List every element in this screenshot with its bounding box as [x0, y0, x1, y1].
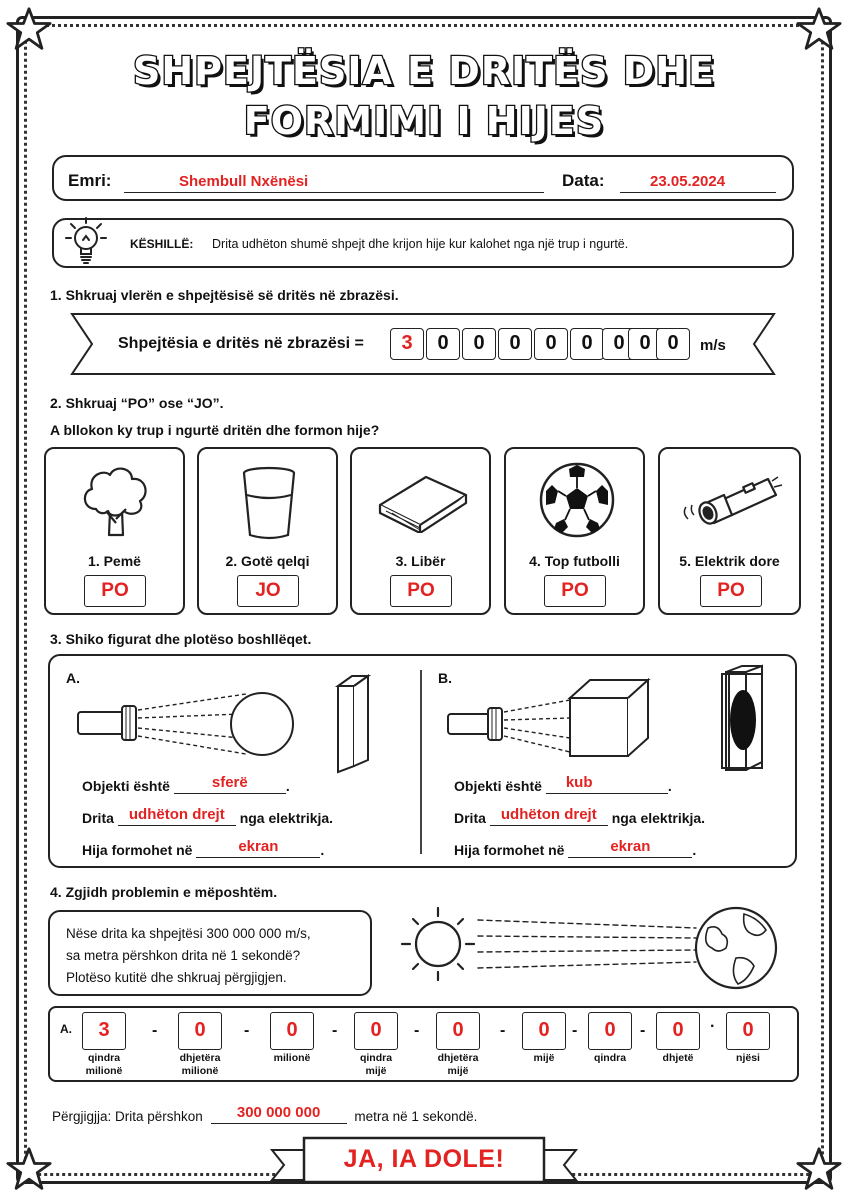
part-b-letter: B.: [438, 670, 452, 686]
light-bulb-icon: [62, 214, 110, 270]
place-value-box-tens[interactable]: 0: [656, 1012, 700, 1050]
date-label: Data:: [562, 171, 605, 190]
object-blank[interactable]: [546, 776, 668, 794]
light-answer: udhëton drejt: [128, 806, 225, 823]
q1-unit: m/s: [700, 337, 726, 354]
place-label: qindra: [593, 1052, 627, 1064]
place-value-box-millions[interactable]: 0: [270, 1012, 314, 1050]
name-value: Shembull Nxënësi: [179, 173, 309, 190]
part-b-light-row: [454, 808, 705, 826]
object-label: 3. Libër: [395, 553, 446, 569]
question-1-prompt: 1. Shkruaj vlerën e shpejtësisë së dritës në zbrazësi.: [50, 287, 399, 303]
sphere-shadow-illustration: [76, 666, 396, 776]
separator: ·: [710, 1018, 716, 1035]
answer-suffix: metra në 1 sekondë.: [354, 1109, 478, 1124]
problem-box: [48, 910, 372, 996]
separator: -: [572, 1022, 578, 1039]
separator: -: [414, 1022, 420, 1039]
digit-box[interactable]: 0: [628, 328, 662, 360]
problem-line: Plotëso kutitë dhe shkruaj përgjigjen.: [66, 970, 287, 985]
object-card-tree: [44, 447, 185, 615]
star-icon: [796, 6, 842, 52]
place-label: qindra milionë: [85, 1052, 123, 1077]
shadow-prefix: Hija formohet në: [454, 842, 565, 858]
divider: [420, 670, 422, 854]
part-a-object-row: Objekti është sferë .: [82, 774, 290, 794]
part-b-shadow-row: Hija formohet në ekran .: [454, 838, 697, 858]
object-answer: kub: [565, 774, 593, 791]
q1-digit-row: [390, 328, 690, 364]
answer-row: [52, 1106, 477, 1124]
object-label: 1. Pemë: [88, 553, 141, 569]
place-value-box-thousands[interactable]: 0: [522, 1012, 566, 1050]
digit-box[interactable]: 0: [534, 328, 568, 360]
answer-prefix: Përgjigjja: Drita përshkon: [52, 1109, 203, 1124]
page-title-line-1: SHPEJTËSIA E DRITËS DHE: [132, 49, 716, 93]
part-a-light-row: [82, 808, 333, 826]
name-date-box: [52, 155, 794, 201]
object-answer: sferë: [211, 774, 248, 791]
place-label: mijë: [533, 1052, 555, 1064]
glass-icon: [237, 463, 301, 543]
digit-box[interactable]: 3: [390, 328, 424, 360]
object-card-book: [350, 447, 491, 615]
object-label: 5. Elektrik dore: [679, 553, 780, 569]
place-value-box-hundreds[interactable]: 0: [588, 1012, 632, 1050]
part-letter: A.: [60, 1022, 72, 1036]
soccer-ball-icon: [538, 461, 616, 539]
object-label: 4. Top futbolli: [529, 553, 620, 569]
question-2-subprompt: A bllokon ky trup i ngurtë dritën dhe formon hije?: [50, 422, 380, 438]
object-blank[interactable]: [174, 776, 286, 794]
place-value-box-ten-millions[interactable]: 0: [178, 1012, 222, 1050]
sun-earth-illustration: [396, 904, 796, 1002]
star-icon: [796, 1146, 842, 1192]
name-label: Emri:: [68, 171, 112, 190]
object-card-glass: [197, 447, 338, 615]
separator: -: [244, 1022, 250, 1039]
tip-label: KËSHILLË:: [130, 237, 194, 251]
place-label: njësi: [736, 1052, 760, 1064]
name-field[interactable]: [124, 171, 544, 193]
answer-box[interactable]: JO: [237, 575, 299, 607]
part-a-letter: A.: [66, 670, 80, 686]
object-card-ball: [504, 447, 645, 615]
q1-label: Shpejtësia e dritës në zbrazësi =: [118, 335, 364, 352]
digit-box[interactable]: 0: [498, 328, 532, 360]
problem-text: [66, 923, 311, 989]
digit-box[interactable]: 0: [462, 328, 496, 360]
question-2-prompt: 2. Shkruaj “PO” ose “JO”.: [50, 395, 224, 411]
object-label: 2. Gotë qelqi: [225, 553, 310, 569]
answer-box[interactable]: PO: [700, 575, 762, 607]
digit-box[interactable]: 0: [656, 328, 690, 360]
star-icon: [6, 1146, 52, 1192]
place-label: dhjetëra mijë: [437, 1052, 479, 1077]
light-blank[interactable]: [118, 808, 236, 826]
problem-line: sa metra përshkon drita në 1 sekondë?: [66, 948, 301, 963]
object-prefix: Objekti është: [454, 778, 542, 794]
light-prefix: Drita: [82, 810, 114, 826]
answer-box[interactable]: PO: [544, 575, 606, 607]
tree-icon: [76, 461, 156, 541]
object-prefix: Objekti është: [82, 778, 170, 794]
part-a-shadow-row: Hija formohet në ekran .: [82, 838, 325, 858]
digit-box[interactable]: 0: [602, 328, 636, 360]
shadow-answer: ekran: [610, 838, 651, 855]
place-value-box-ones[interactable]: 0: [726, 1012, 770, 1050]
separator: -: [640, 1022, 646, 1039]
q3-box: [48, 654, 797, 868]
light-suffix: nga elektrikja.: [611, 810, 706, 826]
light-answer: udhëton drejt: [500, 806, 597, 823]
digit-box[interactable]: 0: [570, 328, 604, 360]
place-value-box-ten-thousands[interactable]: 0: [436, 1012, 480, 1050]
banner-text: JA, IA DOLE!: [343, 1145, 505, 1173]
book-icon: [376, 471, 470, 533]
date-field[interactable]: [620, 171, 776, 193]
place-label: milionë: [273, 1052, 311, 1064]
answer-blank[interactable]: [211, 1106, 347, 1124]
shadow-answer: ekran: [238, 838, 279, 855]
flashlight-icon: [676, 469, 786, 537]
digit-box[interactable]: 0: [426, 328, 460, 360]
question-3-prompt: 3. Shiko figurat dhe plotëso boshllëqet.: [50, 631, 312, 647]
page-title-line-2: FORMIMI I HIJES: [243, 99, 605, 143]
cube-shadow-illustration: [446, 664, 786, 776]
light-blank[interactable]: [490, 808, 608, 826]
object-card-flashlight: [658, 447, 801, 615]
answer-value: 300 000 000: [236, 1104, 321, 1121]
place-value-box-hundred-millions[interactable]: 3: [82, 1012, 126, 1050]
separator: -: [500, 1022, 506, 1039]
part-b-object-row: Objekti është kub .: [454, 774, 672, 794]
place-label: dhjetëra milionë: [179, 1052, 221, 1077]
place-value-row: [48, 1006, 799, 1082]
light-suffix: nga elektrikja.: [239, 810, 334, 826]
shadow-prefix: Hija formohet në: [82, 842, 193, 858]
question-4-prompt: 4. Zgjidh problemin e mëposhtëm.: [50, 884, 278, 900]
place-label: qindra mijë: [359, 1052, 393, 1077]
shadow-blank[interactable]: [196, 840, 320, 858]
place-value-box-hundred-thousands[interactable]: 0: [354, 1012, 398, 1050]
shadow-blank[interactable]: [568, 840, 692, 858]
separator: -: [152, 1022, 158, 1039]
place-label: dhjetë: [662, 1052, 694, 1064]
separator: -: [332, 1022, 338, 1039]
star-icon: [6, 6, 52, 52]
tip-box: [52, 218, 794, 268]
problem-line: Nëse drita ka shpejtësi 300 000 000 m/s,: [66, 926, 311, 941]
answer-box[interactable]: PO: [84, 575, 146, 607]
tip-text: Drita udhëton shumë shpejt dhe krijon hije kur kalohet nga një trup i ngurtë.: [212, 237, 629, 251]
answer-box[interactable]: PO: [390, 575, 452, 607]
light-prefix: Drita: [454, 810, 486, 826]
date-value: 23.05.2024: [650, 173, 726, 190]
